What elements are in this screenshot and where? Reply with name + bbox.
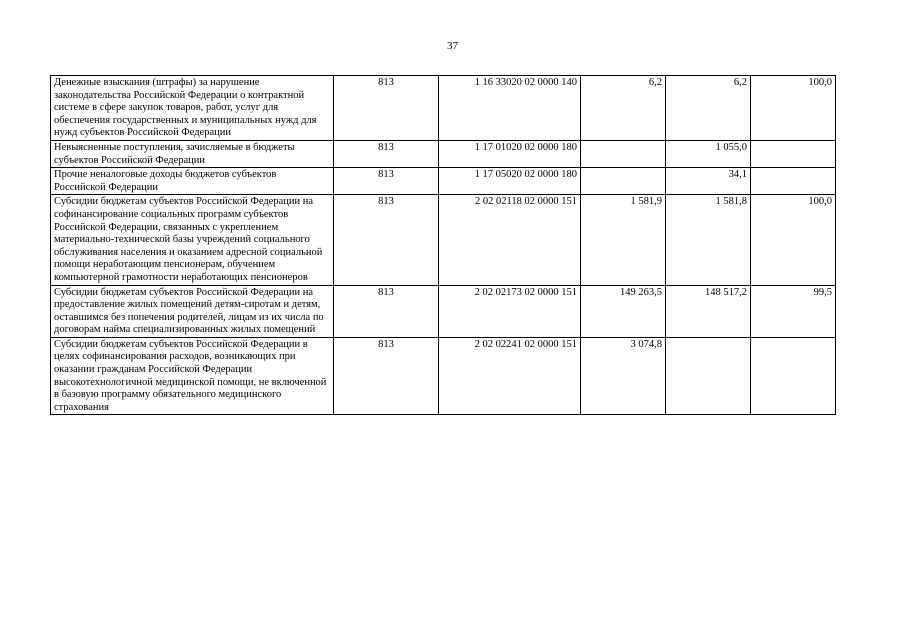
row-plan-cell: 1 581,9 bbox=[581, 195, 666, 285]
row-percent-cell: 100,0 bbox=[751, 195, 836, 285]
row-admin-cell: 813 bbox=[334, 337, 439, 415]
row-code-cell: 1 17 05020 02 0000 180 bbox=[439, 168, 581, 195]
row-name-cell: Невыясненные поступления, зачисляемые в бюджеты субъектов Российской Федерации bbox=[51, 140, 334, 167]
row-name-cell: Прочие неналоговые доходы бюджетов субъектов Российской Федерации bbox=[51, 168, 334, 195]
row-code-cell: 2 02 02118 02 0000 151 bbox=[439, 195, 581, 285]
row-admin-cell: 813 bbox=[334, 285, 439, 337]
row-plan-cell: 3 074,8 bbox=[581, 337, 666, 415]
table-row bbox=[51, 140, 836, 167]
row-actual-cell: 1 055,0 bbox=[666, 140, 751, 167]
row-code-cell: 1 16 33020 02 0000 140 bbox=[439, 76, 581, 141]
row-plan-cell: 6,2 bbox=[581, 76, 666, 141]
table-row bbox=[51, 195, 836, 285]
row-code-cell: 1 17 01020 02 0000 180 bbox=[439, 140, 581, 167]
table-row bbox=[51, 337, 836, 415]
row-plan-cell: 149 263,5 bbox=[581, 285, 666, 337]
row-plan-cell bbox=[581, 168, 666, 195]
row-percent-cell: 99,5 bbox=[751, 285, 836, 337]
table-row bbox=[51, 76, 836, 141]
row-admin-cell: 813 bbox=[334, 168, 439, 195]
revenue-table bbox=[50, 75, 836, 415]
row-actual-cell: 34,1 bbox=[666, 168, 751, 195]
row-admin-cell: 813 bbox=[334, 76, 439, 141]
row-code-cell: 2 02 02173 02 0000 151 bbox=[439, 285, 581, 337]
row-name-cell: Субсидии бюджетам субъектов Российской Федерации на софинансирование социальных программ субъектов Российской Федерации, связанных с укреплением материально-технической базы учреждений социального обслуживания населения и оказанием адресной социальной помощи неработающим пенсионерам, обучением компьютерной грамотности неработающих пенсионеров bbox=[51, 195, 334, 285]
table-row bbox=[51, 285, 836, 337]
row-name-cell: Субсидии бюджетам субъектов Российской Федерации в целях софинансирования расходов, возникающих при оказании гражданам Российской Федерации высокотехнологичной медицинской помощи, не включенной в базовую программу обязательного медицинского страхования bbox=[51, 337, 334, 415]
row-name-cell: Субсидии бюджетам субъектов Российской Федерации на предоставление жилых помещений детям-сиротам и детям, оставшимся без попечения родителей, лицам из их числа по договорам найма специализированных жилых помещений bbox=[51, 285, 334, 337]
row-actual-cell: 1 581,8 bbox=[666, 195, 751, 285]
row-plan-cell bbox=[581, 140, 666, 167]
row-admin-cell: 813 bbox=[334, 140, 439, 167]
row-percent-cell bbox=[751, 140, 836, 167]
row-code-cell: 2 02 02241 02 0000 151 bbox=[439, 337, 581, 415]
row-percent-cell bbox=[751, 337, 836, 415]
row-percent-cell: 100,0 bbox=[751, 76, 836, 141]
row-actual-cell: 6,2 bbox=[666, 76, 751, 141]
table-row bbox=[51, 168, 836, 195]
row-name-cell: Денежные взыскания (штрафы) за нарушение законодательства Российской Федерации о контрактной системе в сфере закупок товаров, работ, услуг для обеспечения государственных и муниципальных нужд для нужд субъектов Российской Федерации bbox=[51, 76, 334, 141]
row-admin-cell: 813 bbox=[334, 195, 439, 285]
row-actual-cell: 148 517,2 bbox=[666, 285, 751, 337]
page-number: 37 bbox=[447, 40, 458, 52]
row-actual-cell bbox=[666, 337, 751, 415]
row-percent-cell bbox=[751, 168, 836, 195]
